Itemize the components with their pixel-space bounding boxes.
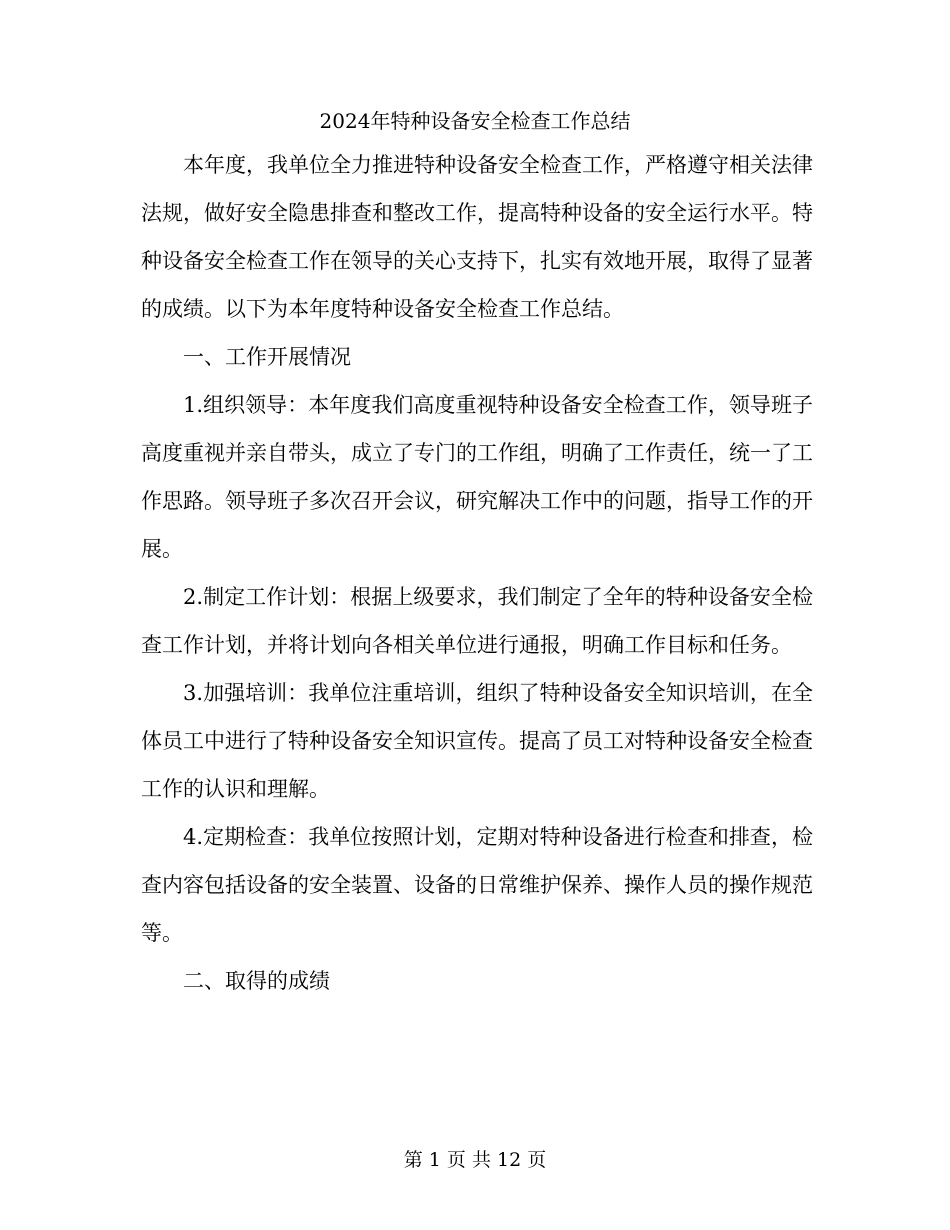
section-heading-achievements: 二、取得的成绩 xyxy=(183,969,330,993)
page-number-footer: 第 1 页 共 12 页 xyxy=(403,1149,547,1171)
document-body xyxy=(141,141,813,1005)
paragraph-training: 3.加强培训：我单位注重培训，组织了特种设备安全知识培训，在全体员工中进行了特种设备安全知识宣传。提高了员工对特种设备安全检查工作的认识和理解。 xyxy=(141,681,813,801)
paragraph-work-plan: 2.制定工作计划：根据上级要求，我们制定了全年的特种设备安全检查工作计划，并将计划向各相关单位进行通报，明确工作目标和任务。 xyxy=(141,585,813,657)
document-title: 2024年特种设备安全检查工作总结 xyxy=(319,109,631,133)
intro-paragraph: 本年度，我单位全力推进特种设备安全检查工作，严格遵守相关法律法规，做好安全隐患排查和整改工作，提高特种设备的安全运行水平。特种设备安全检查工作在领导的关心支持下，扎实有效地开展，取得了显著的成绩。以下为本年度特种设备安全检查工作总结。 xyxy=(141,153,813,321)
paragraph-regular-inspection: 4.定期检查：我单位按照计划，定期对特种设备进行检查和排查，检查内容包括设备的安全装置、设备的日常维护保养、操作人员的操作规范等。 xyxy=(141,825,813,945)
paragraph-organization-leadership: 1.组织领导：本年度我们高度重视特种设备安全检查工作，领导班子高度重视并亲自带头，成立了专门的工作组，明确了工作责任，统一了工作思路。领导班子多次召开会议，研究解决工作中的问题，指导工作的开展。 xyxy=(141,393,813,561)
section-heading-work-progress: 一、工作开展情况 xyxy=(183,345,351,369)
